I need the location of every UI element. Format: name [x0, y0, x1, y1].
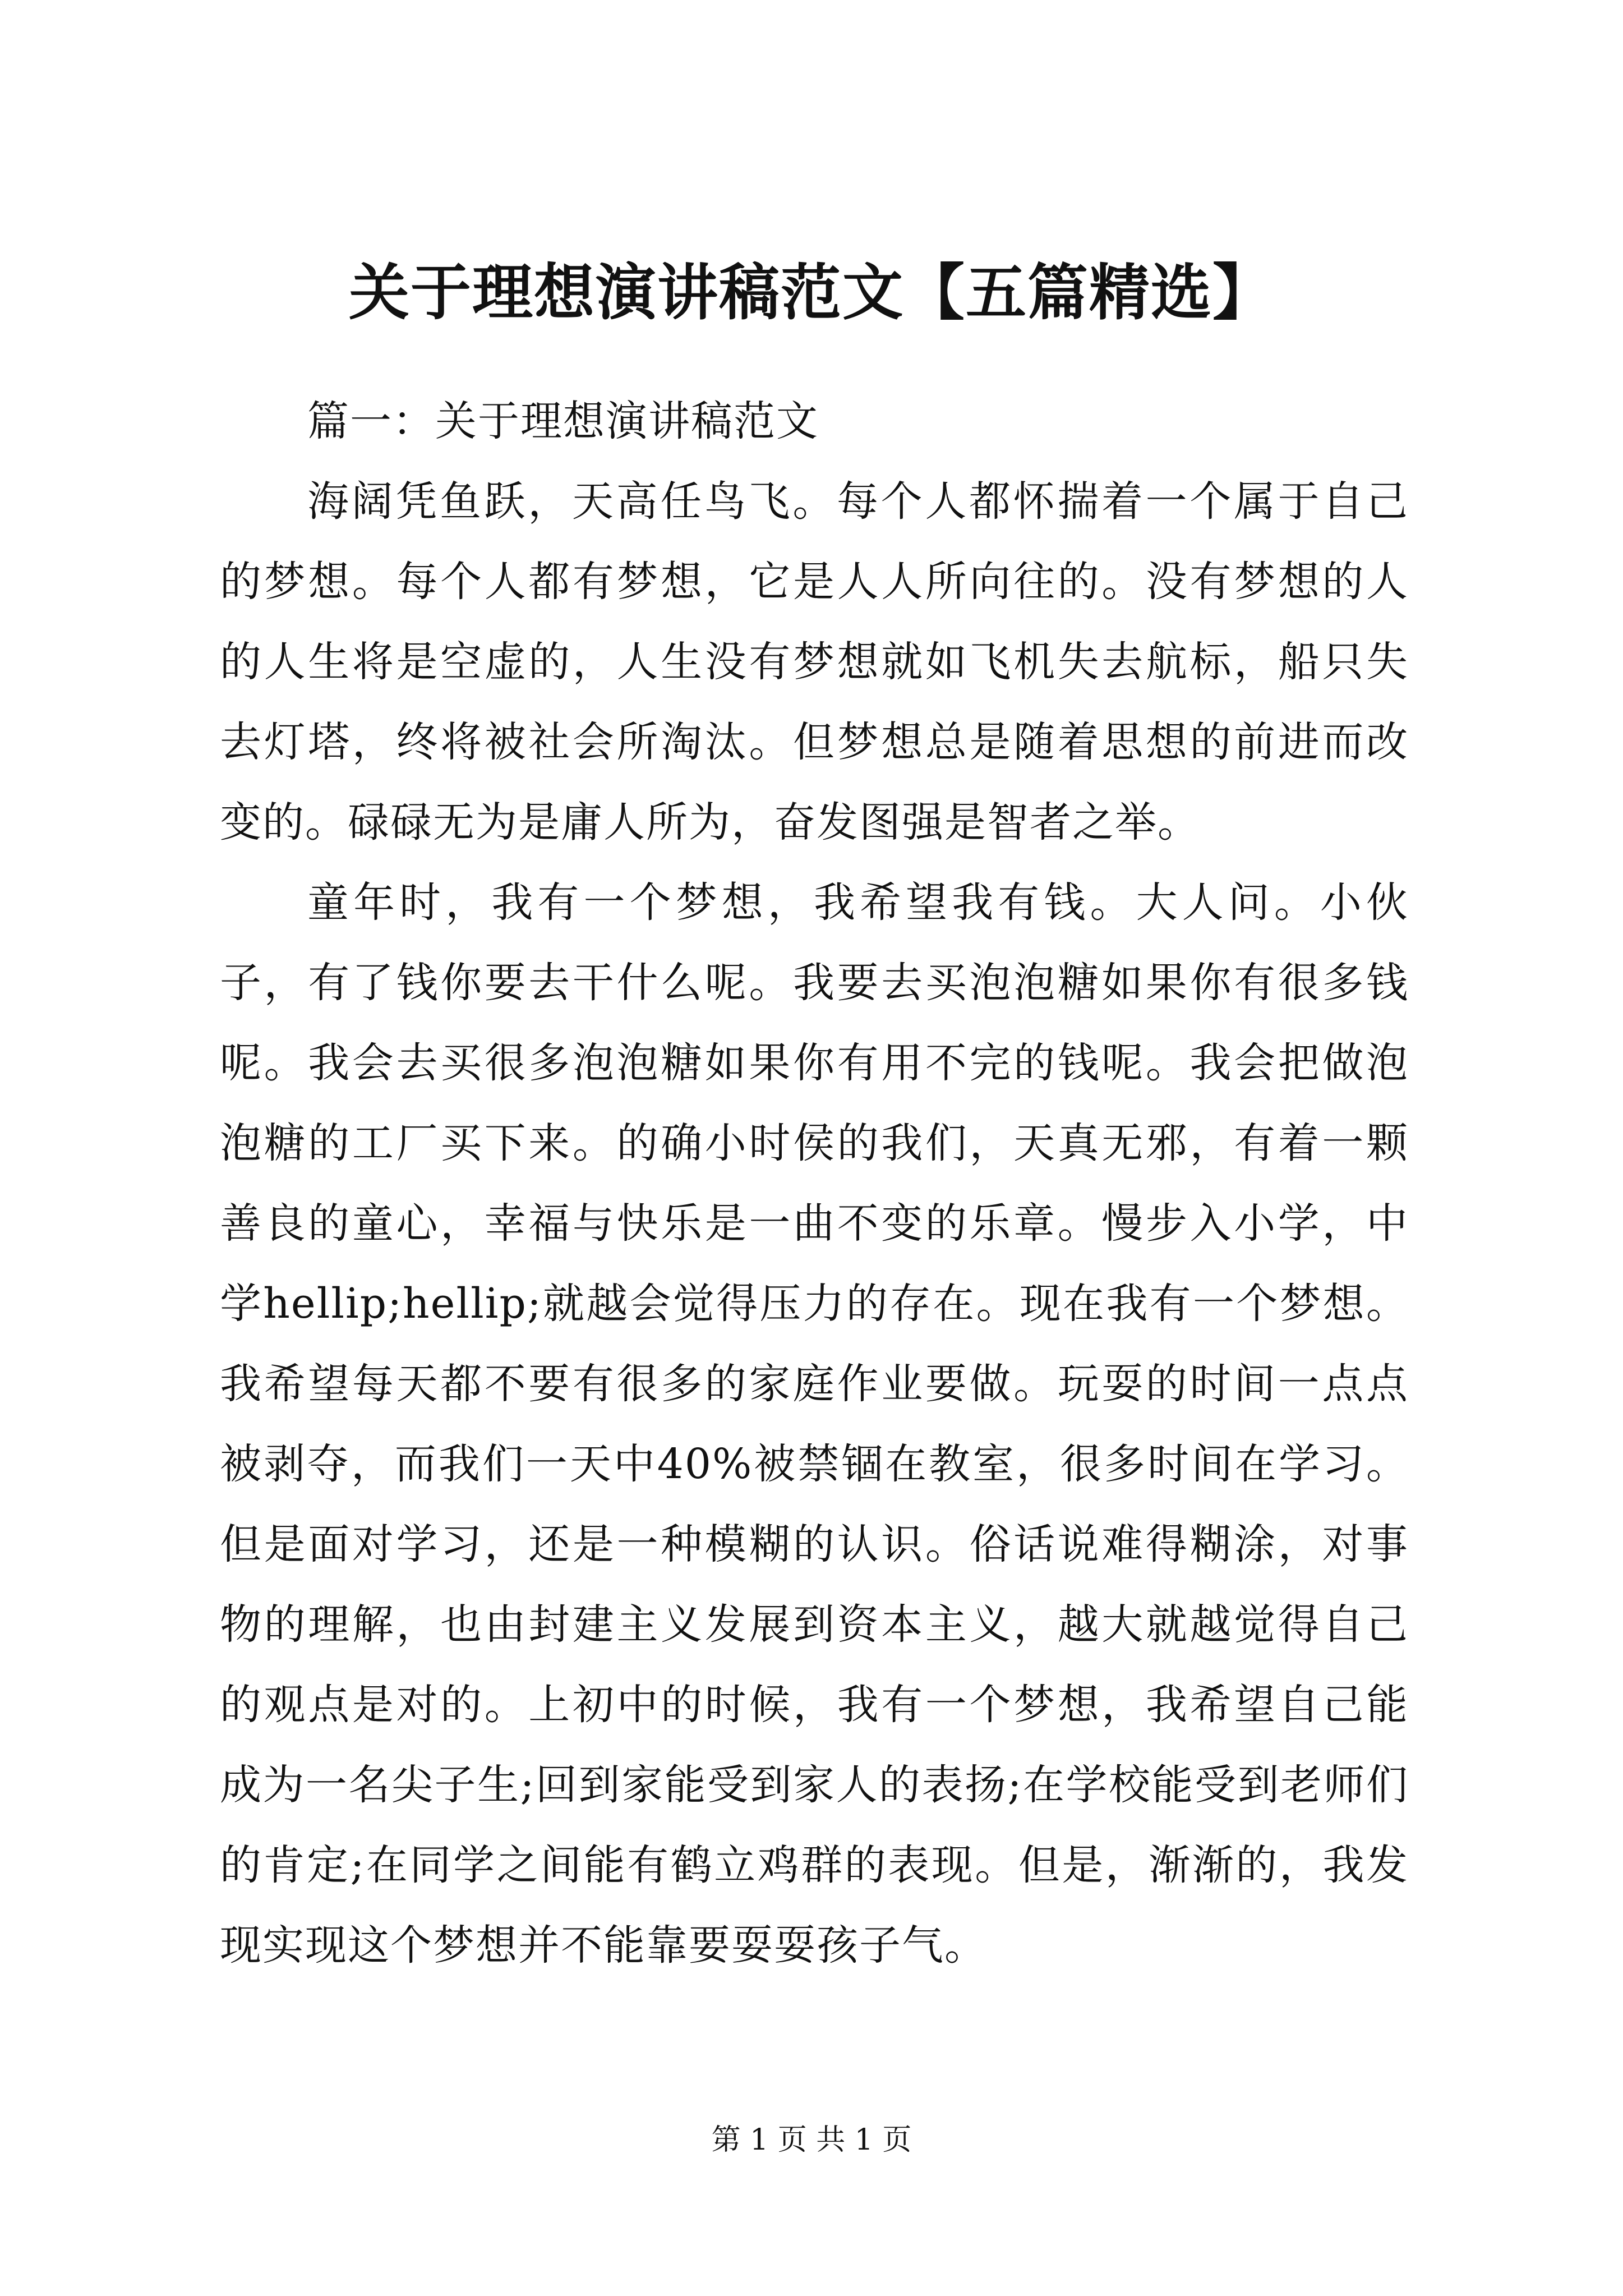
paragraph-1: 海阔凭鱼跃，天高任鸟飞。每个人都怀揣着一个属于自己的梦想。每个人都有梦想，它是人人所向往的。没有梦想的人的人生将是空虚的，人生没有梦想就如飞机失去航标，船只失去灯塔，终将被社会所淘汰。但梦想总是随着思想的前进而改变的。碌碌无为是庸人所为，奋发图强是智者之举。	[220, 477, 1409, 846]
document-body	[220, 381, 1409, 1986]
page-footer: 第 1 页 共 1 页	[711, 2123, 912, 2157]
paragraph-2: 童年时，我有一个梦想，我希望我有钱。大人问。小伙子，有了钱你要去干什么呢。我要去买泡泡糖如果你有很多钱呢。我会去买很多泡泡糖如果你有用不完的钱呢。我会把做泡泡糖的工厂买下来。的确小时侯的我们，天真无邪，有着一颗善良的童心，幸福与快乐是一曲不变的乐章。慢步入小学，中学hellip;hellip;就越会觉得压力的存在。现在我有一个梦想。我希望每天都不要有很多的家庭作业要做。玩耍的时间一点点被剥夺，而我们一天中40%被禁锢在教室，很多时间在学习。但是面对学习，还是一种模糊的认识。俗话说难得糊涂，对事物的理解，也由封建主义发展到资本主义，越大就越觉得自己的观点是对的。上初中的时候，我有一个梦想，我希望自己能成为一名尖子生;回到家能受到家人的表扬;在学校能受到老师们的肯定;在同学之间能有鹤立鸡群的表现。但是，渐渐的，我发现实现这个梦想并不能靠要耍耍孩子气。	[220, 878, 1409, 1970]
section-heading: 篇一：关于理想演讲稿范文	[307, 397, 819, 445]
document-title: 关于理想演讲稿范文【五篇精选】	[348, 257, 1274, 328]
